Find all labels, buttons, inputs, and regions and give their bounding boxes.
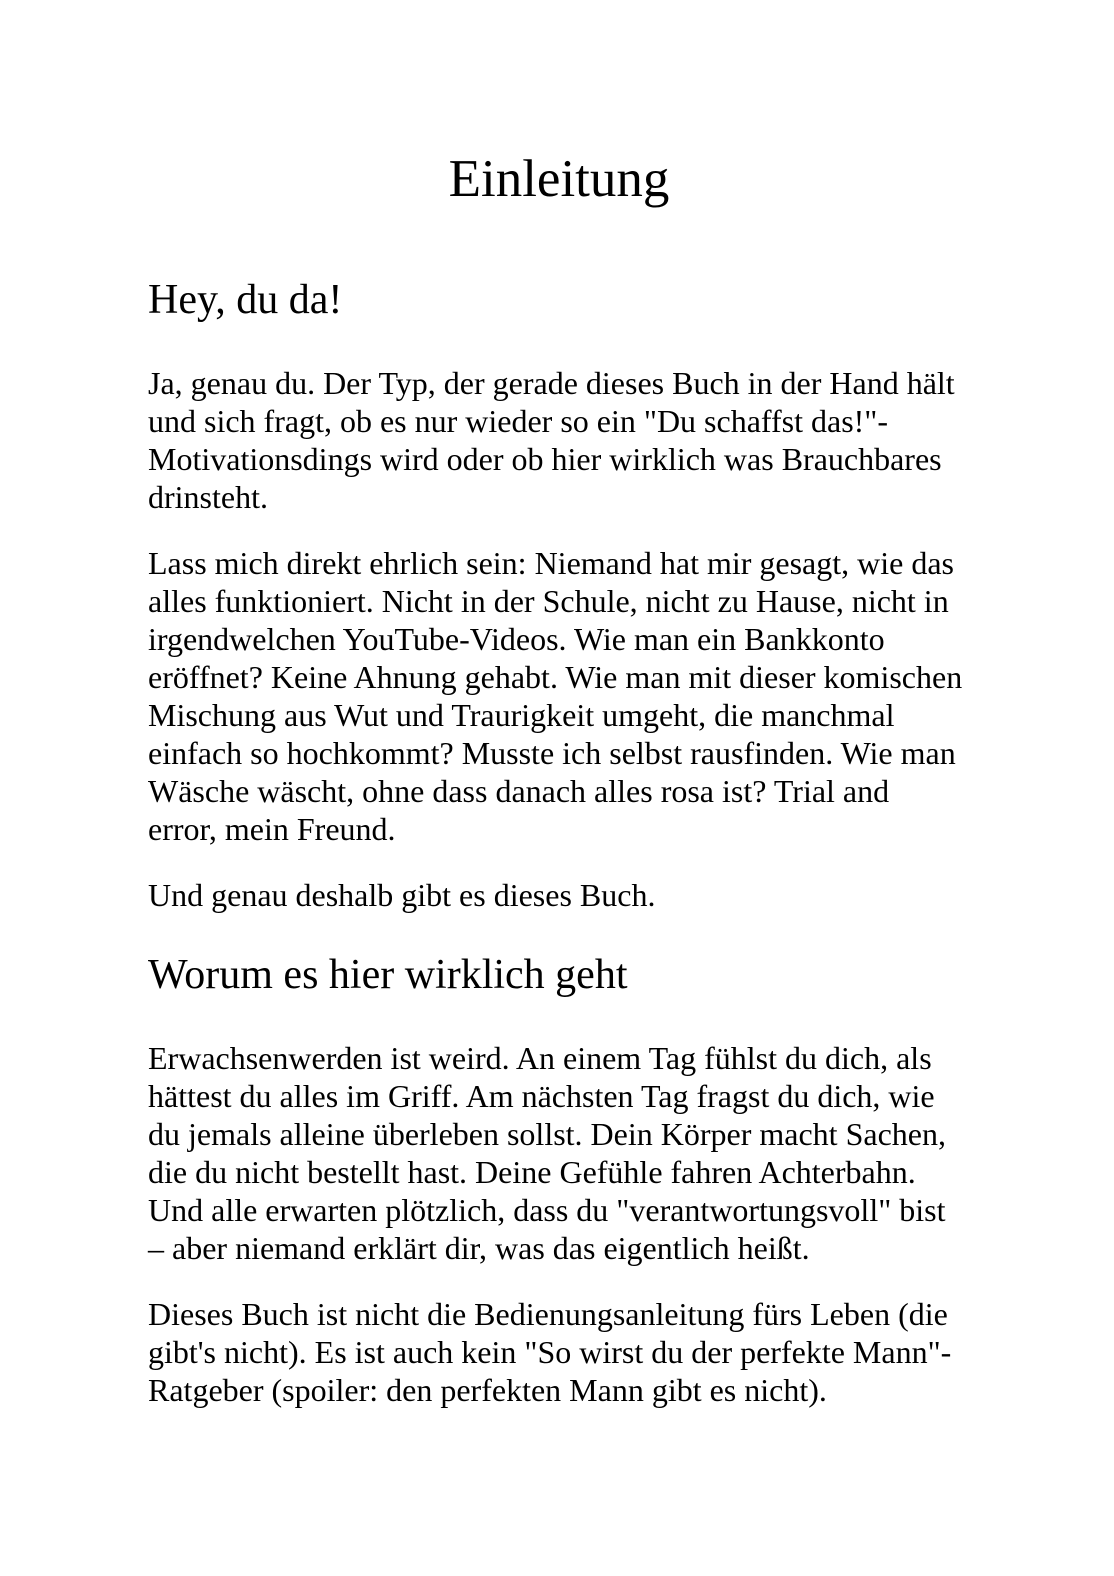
text-line: error, mein Freund. bbox=[148, 811, 396, 847]
text-line: Dieses Buch ist nicht die Bedienungsanleitung fürs Leben (die bbox=[148, 1296, 948, 1332]
text-line: drinsteht. bbox=[148, 479, 268, 515]
text-line: Mischung aus Wut und Traurigkeit umgeht, die manchmal bbox=[148, 697, 895, 733]
page-title: Einleitung bbox=[448, 150, 670, 208]
section-heading: Worum es hier wirklich geht bbox=[148, 952, 628, 998]
text-line: Lass mich direkt ehrlich sein: Niemand hat mir gesagt, wie das bbox=[148, 545, 954, 581]
text-line: Motivationsdings wird oder ob hier wirklich was Brauchbares bbox=[148, 441, 942, 477]
paragraph bbox=[148, 1295, 970, 1409]
text-line: und sich fragt, ob es nur wieder so ein "Du schaffst das!"- bbox=[148, 403, 889, 439]
page-content bbox=[148, 276, 970, 1409]
text-line: du jemals alleine überleben sollst. Dein Körper macht Sachen, bbox=[148, 1116, 946, 1152]
paragraph bbox=[148, 876, 970, 914]
text-line: Ja, genau du. Der Typ, der gerade dieses Buch in der Hand hält bbox=[148, 365, 955, 401]
text-line: einfach so hochkommt? Musste ich selbst rausfinden. Wie man bbox=[148, 735, 956, 771]
text-line: Wäsche wäscht, ohne dass danach alles rosa ist? Trial and bbox=[148, 773, 890, 809]
text-line: gibt's nicht). Es ist auch kein "So wirst du der perfekte Mann"- bbox=[148, 1334, 952, 1370]
text-line: Ratgeber (spoiler: den perfekten Mann gibt es nicht). bbox=[148, 1372, 827, 1408]
text-line: Erwachsenwerden ist weird. An einem Tag fühlst du dich, als bbox=[148, 1040, 932, 1076]
text-line: Und genau deshalb gibt es dieses Buch. bbox=[148, 877, 656, 913]
paragraph bbox=[148, 1039, 970, 1267]
text-line: eröffnet? Keine Ahnung gehabt. Wie man mit dieser komischen bbox=[148, 659, 963, 695]
text-line: irgendwelchen YouTube-Videos. Wie man ein Bankkonto bbox=[148, 621, 885, 657]
paragraph bbox=[148, 364, 970, 516]
text-line: Und alle erwarten plötzlich, dass du "verantwortungsvoll" bist bbox=[148, 1192, 946, 1228]
text-line: – aber niemand erklärt dir, was das eigentlich heißt. bbox=[148, 1230, 810, 1266]
section-heading: Hey, du da! bbox=[148, 277, 343, 323]
paragraph bbox=[148, 544, 970, 848]
text-line: die du nicht bestellt hast. Deine Gefühle fahren Achterbahn. bbox=[148, 1154, 916, 1190]
text-line: hättest du alles im Griff. Am nächsten Tag fragst du dich, wie bbox=[148, 1078, 935, 1114]
text-line: alles funktioniert. Nicht in der Schule, nicht zu Hause, nicht in bbox=[148, 583, 949, 619]
